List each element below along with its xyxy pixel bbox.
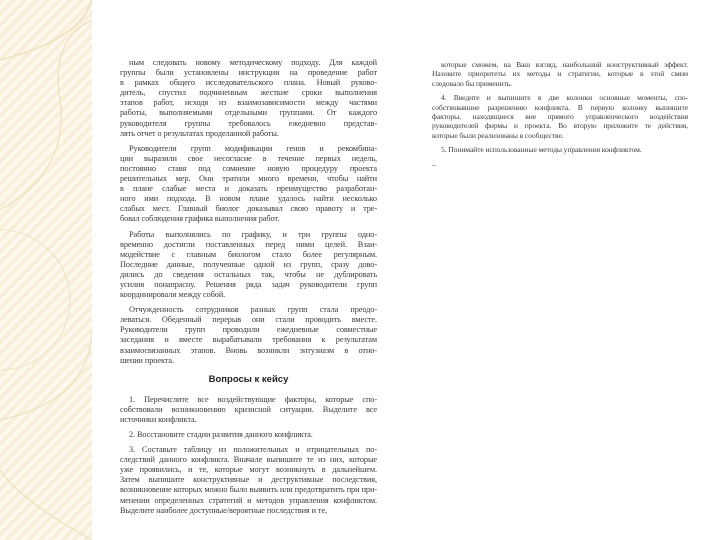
- question-item: [120, 445, 377, 516]
- text-line: модействие с главным биологом стало более регулярным.: [120, 249, 377, 259]
- text-line: факторы, находящиеся вне прямого управленческого воздействия: [432, 111, 688, 121]
- left-text-column: [120, 58, 377, 521]
- text-line: которые сможем, на Ваш взгляд, наибольший конструктивный эффект.: [441, 60, 688, 69]
- text-line: Руководители групп проводили ежедневные совместные: [120, 325, 377, 335]
- text-line: дились до сведения остальных так, чтобы не дублировать: [120, 269, 377, 279]
- text-line: Выделите наиболее доступные/вероятные последствия и те,: [120, 505, 328, 515]
- text-line: группы были установлены инструкции на проведение работ: [120, 68, 377, 78]
- text-line: Последние данные, полученные одной из групп, сразу дово-: [120, 259, 377, 269]
- text-line: ного ими подхода. В новом плане удалось найти несколько: [120, 194, 377, 204]
- text-line: следовало бы применить.: [432, 78, 512, 88]
- text-line: руководителя группы требовалось ежедневно представ-: [120, 118, 377, 128]
- right-text-column: [432, 60, 688, 170]
- decorative-sidebar: [0, 0, 92, 540]
- questions-heading: Вопросы к кейсу: [208, 373, 289, 385]
- text-line: которые были реализованы в сообществе.: [432, 130, 564, 140]
- text-line: ции выразили свое несогласие в течение первых недель,: [120, 153, 377, 163]
- text-line: взаимосвязанных этапов. Вновь возникли энтузиазм в отно-: [120, 345, 377, 355]
- text-line: координировали между собой.: [120, 290, 226, 300]
- paragraph: [120, 144, 377, 225]
- text-line: возникновение которых можно было выявить или предотвратить при при-: [120, 485, 377, 495]
- text-line: уже проявились, и те, которые могут возникнуть в дальнейшем.: [120, 465, 377, 475]
- text-line: решительных мер. Они тратили много времени, чтобы найти: [120, 174, 377, 184]
- text-line: усилия понапрасну. Решения ряда задач руководители групп: [120, 279, 377, 289]
- text-line: слабых мест. Главный биолог доказывал свою правоту и тре-: [120, 204, 377, 214]
- text-line: в рамках общего исследовательского плана. Новый руково-: [120, 78, 377, 88]
- text-line: собствовавшие разрешению конфликта. В первую колонку выпишите: [432, 102, 688, 112]
- text-line: леваться. Обеденный перерыв они стали проводить вместе.: [120, 315, 377, 325]
- text-line: источники конфликта.: [120, 414, 197, 424]
- text-line: Назовите приоритеты их методы и стратегии, которые в этой связи: [432, 69, 688, 79]
- text-line: Затем выпишите конструктивные и деструктивные последствия,: [120, 475, 377, 485]
- text-line: 2. Восстановите стадии развития данного конфликта.: [129, 430, 313, 439]
- text-line: 3. Составьте таблицу из положительных и отрицательных по-: [129, 445, 377, 455]
- text-line: ным следовать новому методическому подходу. Для каждой: [129, 58, 377, 67]
- text-line: собствовали возникновению кризисной ситуации. Выделите все: [120, 404, 377, 414]
- text-line: лять отчет о результатах проделанной работы.: [120, 128, 279, 138]
- text-line: 5. Понимайте использованные методы управления конфликтом.: [441, 145, 642, 155]
- text-line: заседания и вместе вырабатывали требования к результатам: [120, 335, 377, 345]
- text-line: бовал соблюдения графика выполнения работ.: [120, 214, 280, 224]
- paragraph: [432, 60, 688, 88]
- text-line: менении определенных стратегий и методов управления конфликтом.: [120, 495, 377, 505]
- text-line: временно достигли поставленных перед ними целей. Взаи-: [120, 239, 377, 249]
- text-line: шении проекта.: [120, 355, 174, 365]
- text-line: 1. Перечислите все воздействующие факторы, которые спо-: [129, 394, 377, 404]
- text-line: работы, выполняемыми отдельными группами. От каждого: [120, 108, 377, 118]
- decorative-arcs: [0, 0, 92, 540]
- text-line: Руководители групп модификации генов и рекомбина-: [129, 143, 377, 153]
- paragraph: [120, 230, 377, 301]
- paragraph: [432, 145, 688, 154]
- question-item: [120, 430, 377, 440]
- text-line: дитель, спустил подчиненным жесткие сроки выполнения: [120, 88, 377, 98]
- question-item: [120, 395, 377, 425]
- text-line: Отчужденность сотрудников разных групп стала преодо-: [129, 305, 377, 315]
- text-line: руководителей фирмы и проекта. Во вторую приложите те действия,: [432, 121, 688, 131]
- text-line: в плане слабые места и доказать преимущество разработан-: [120, 184, 377, 194]
- text-line: Работы выполнялись по графику, и три группы одно-: [129, 229, 377, 239]
- text-line: этапов работ, исходя из взаимозависимости между частями: [120, 98, 377, 108]
- text-line: следствий данного конфликта. Вначале выпишите те из них, которые: [120, 455, 377, 465]
- text-line: постоянно ставя под сомнение новую процедуру проекта: [120, 163, 377, 173]
- paragraph: [432, 93, 688, 140]
- paragraph: [120, 305, 377, 366]
- text-line: 4. Введите и выпишите в две колонки основные моменты, спо-: [441, 93, 688, 103]
- paragraph: [120, 58, 377, 139]
- trailing-mark: –: [432, 159, 436, 169]
